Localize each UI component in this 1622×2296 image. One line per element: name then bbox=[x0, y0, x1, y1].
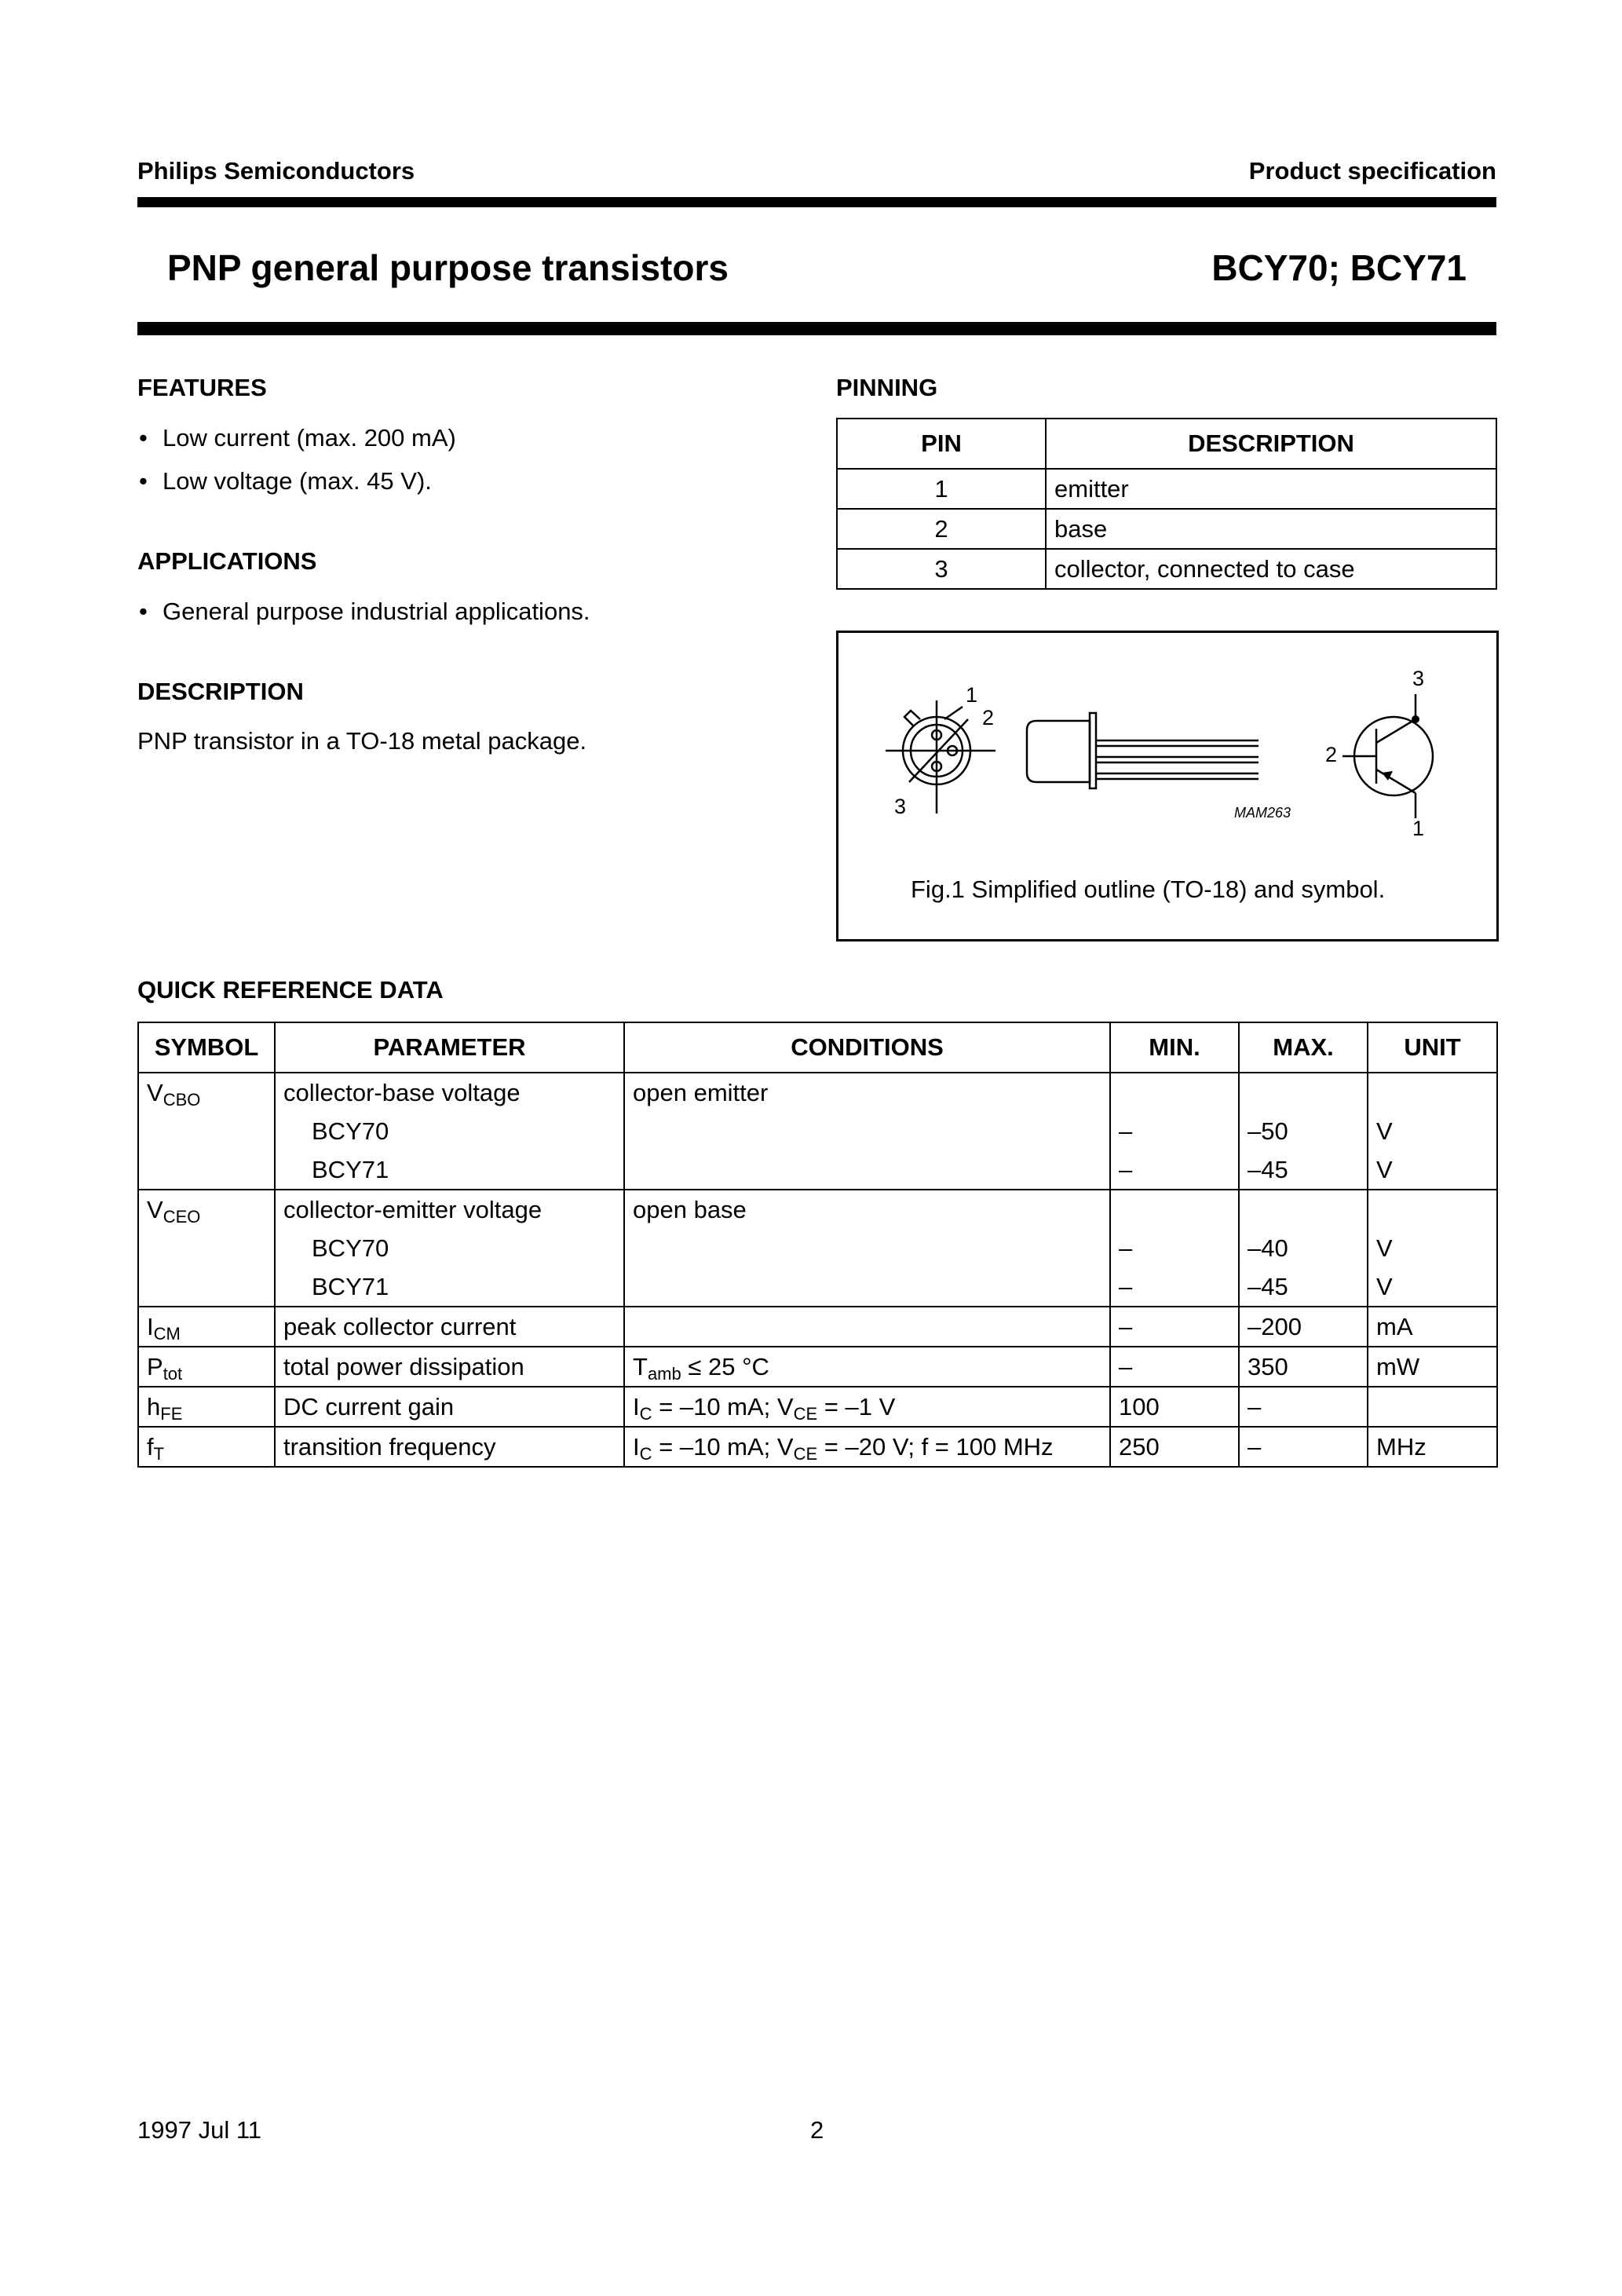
applications-heading: APPLICATIONS bbox=[137, 547, 317, 575]
list-item: • Low voltage (max. 45 V). bbox=[139, 467, 432, 495]
table-row: $f_T$ transition frequency $I_C = -10$ mA; $V_{CE} = -20$ V; f = 100 MHz 250 – MHz bbox=[138, 1427, 1497, 1467]
description-heading: DESCRIPTION bbox=[137, 678, 304, 705]
table-row: $h_{FE}$ DC current gain $I_C = -10$ mA; $V_{CE} = -1$ V 100 – bbox=[138, 1387, 1497, 1427]
column-header: MIN. bbox=[1110, 1022, 1239, 1073]
table-row: 2 base bbox=[837, 509, 1496, 549]
figure-caption: Fig.1 Simplified outline (TO-18) and symbol. bbox=[911, 876, 1386, 903]
column-header: MAX. bbox=[1239, 1022, 1368, 1073]
column-header: PARAMETER bbox=[275, 1022, 624, 1073]
table-row: BCY71 – –45 V bbox=[138, 1267, 1497, 1307]
company-name: Philips Semiconductors bbox=[137, 157, 415, 185]
figure-code: MAM263 bbox=[1234, 805, 1291, 821]
table-row: BCY70 – –40 V bbox=[138, 1229, 1497, 1267]
pinning-heading: PINNING bbox=[836, 374, 938, 401]
fig-pin-label: 1 bbox=[966, 683, 978, 707]
features-heading: FEATURES bbox=[137, 374, 267, 401]
fig-pin-label: 2 bbox=[1325, 743, 1338, 766]
list-item: • Low current (max. 200 mA) bbox=[139, 424, 456, 452]
table-row: $P_{tot}$ total power dissipation $T_{amb} \le 25$ °C – 350 mW bbox=[138, 1347, 1497, 1387]
table-row: 1 emitter bbox=[837, 469, 1496, 509]
table-row: $I_{CM}$ peak collector current – –200 mA bbox=[138, 1307, 1497, 1347]
table-row: BCY70 – –50 V bbox=[138, 1112, 1497, 1150]
to18-outline-and-symbol-figure bbox=[838, 633, 1493, 868]
table-row: BCY71 – –45 V bbox=[138, 1150, 1497, 1190]
fig-pin-label: 3 bbox=[1412, 667, 1425, 690]
column-header: UNIT bbox=[1368, 1022, 1497, 1073]
document-type: Product specification bbox=[1248, 157, 1496, 185]
list-item: • General purpose industrial applications. bbox=[139, 598, 590, 625]
fig-pin-label: 1 bbox=[1412, 817, 1425, 840]
description-text: PNP transistor in a TO-18 metal package. bbox=[137, 727, 587, 755]
column-header: DESCRIPTION bbox=[1046, 419, 1496, 469]
column-header: CONDITIONS bbox=[624, 1022, 1110, 1073]
pinning-table bbox=[836, 418, 1497, 590]
table-row: 3 collector, connected to case bbox=[837, 549, 1496, 589]
table-row: $V_{CEO}$ collector-emitter voltage open base bbox=[138, 1190, 1497, 1229]
applications-list bbox=[137, 590, 590, 633]
quick-reference-table bbox=[137, 1022, 1498, 1468]
fig-pin-label: 3 bbox=[894, 795, 907, 818]
features-list bbox=[137, 416, 456, 503]
part-numbers: BCY70; BCY71 bbox=[1211, 247, 1467, 288]
table-row: $V_{CBO}$ collector-base voltage open emitter bbox=[138, 1073, 1497, 1112]
page-title: PNP general purpose transistors bbox=[167, 247, 729, 288]
qrd-heading: QUICK REFERENCE DATA bbox=[137, 976, 444, 1004]
title-rule bbox=[137, 322, 1496, 335]
column-header: PIN bbox=[837, 419, 1046, 469]
header-rule bbox=[137, 197, 1496, 207]
column-header: SYMBOL bbox=[138, 1022, 275, 1073]
fig-pin-label: 2 bbox=[982, 706, 995, 729]
footer-date: 1997 Jul 11 bbox=[137, 2116, 261, 2144]
page-number: 2 bbox=[810, 2116, 824, 2144]
